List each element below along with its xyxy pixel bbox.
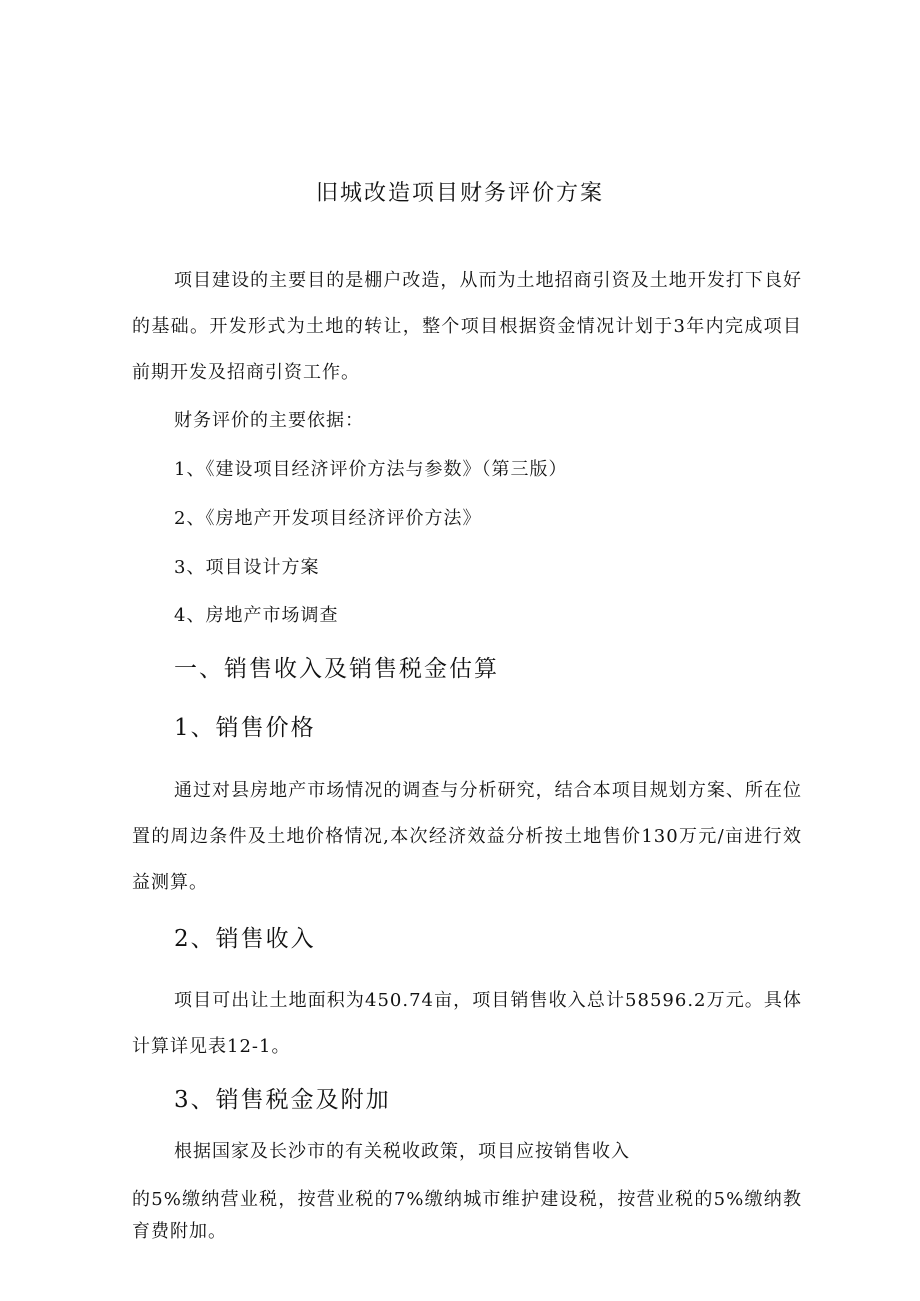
tax-paragraph-line1: 根据国家及长沙市的有关税收政策，项目应按销售收入: [174, 1141, 630, 1162]
section-heading: 一、销售收入及销售税金估算: [174, 656, 499, 682]
subsection-heading-tax: 3、销售税金及附加: [174, 1087, 391, 1113]
revenue-paragraph: 项目可出让土地面积为450.74亩，项目销售收入总计58596.2万元。具体计算详见表12-1。: [132, 990, 802, 1057]
subsection-heading-revenue: 2、销售收入: [174, 926, 316, 952]
basis-heading: 财务评价的主要依据：: [174, 410, 364, 431]
basis-item-2: 2、《房地产开发项目经济评价方法》: [174, 508, 482, 529]
basis-item-3: 3、项目设计方案: [174, 557, 320, 578]
basis-item-4: 4、房地产市场调查: [174, 605, 339, 626]
price-paragraph: 通过对县房地产市场情况的调查与分析研究，结合本项目规划方案、所在位置的周边条件及土地价格情况,本次经济效益分析按土地售价130万元/亩进行效益测算。: [132, 780, 802, 893]
document-title: 旧城改造项目财务评价方案: [315, 181, 604, 206]
intro-paragraph: 项目建设的主要目的是棚户改造，从而为土地招商引资及土地开发打下良好的基础。开发形式为土地的转让，整个项目根据资金情况计划于3年内完成项目前期开发及招商引资工作。: [132, 270, 802, 383]
tax-paragraph-rest: 的5%缴纳营业税，按营业税的7%缴纳城市维护建设税，按营业税的5%缴纳教育费附加。: [132, 1189, 802, 1242]
basis-item-1: 1、《建设项目经济评价方法与参数》（第三版）: [174, 459, 568, 480]
subsection-heading-price: 1、销售价格: [174, 715, 316, 741]
